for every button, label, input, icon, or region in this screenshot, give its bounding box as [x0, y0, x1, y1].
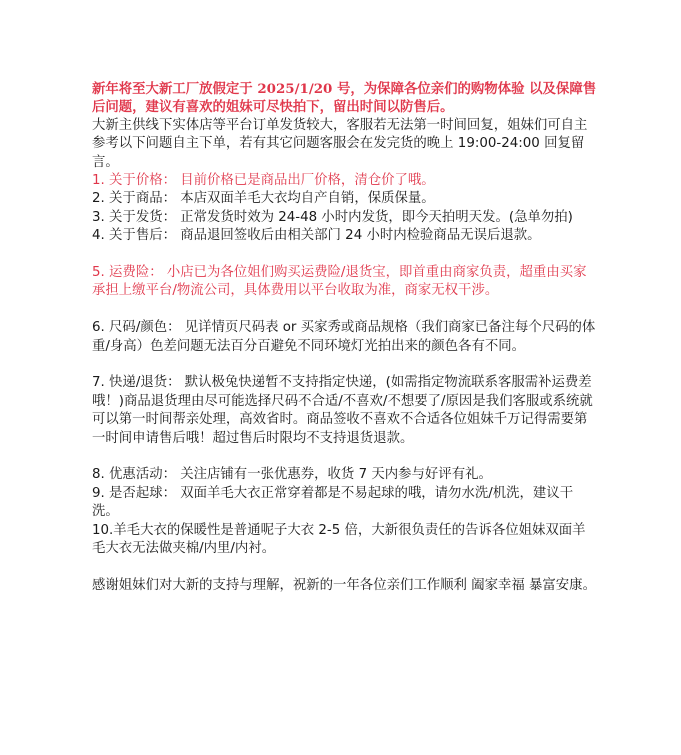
item-size: 6. 尺码/颜色： 见详情页尺码表 or 买家秀或商品规格（我们商家已备注每个尺码的体重/身高）色差问题无法百分百避免不同环境灯光拍出来的颜色各有不同。 — [92, 320, 596, 354]
item-insurance: 5. 运费险： 小店已为各位姐们购买运费险/退货宝，即首重由商家负责，超重由买家承担上缴平台/物流公司，具体费用以平台收取为准，商家无权干涉。 — [92, 265, 587, 299]
intro: 大新主供线下实体店等平台订单发货较大，客服若无法第一时间回复，姐妹们可自主参考以下问题自主下单，若有其它问题客服会在发完货的晚上 19:00-24:00 回复留言。 — [92, 117, 588, 170]
spacer — [92, 246, 597, 264]
item-product: 2. 关于商品： 本店双面羊毛大衣均自产自销，保质保量。 — [92, 191, 435, 207]
store-notice — [92, 80, 597, 595]
item-shipping: 3. 关于发货： 正常发货时效为 24-48 小时内发货，即今天拍明天发。(急单勿拍) — [92, 209, 573, 225]
item-promo: 8. 优惠活动： 关注店铺有一张优惠券，收货 7 天内参与好评有礼。 — [92, 467, 492, 483]
item-aftersale: 4. 关于售后： 商品退回签收后由相关部门 24 小时内检验商品无误后退款。 — [92, 228, 541, 244]
spacer — [92, 559, 597, 577]
item-warmth: 10.羊毛大衣的保暖性是普通呢子大衣 2-5 倍，大新很负责任的告诉各位姐妹双面羊毛大衣无法做夹棉/内里/内衬。 — [92, 522, 586, 557]
item-price: 1. 关于价格： 目前价格已是商品出厂价格，清仓价了哦。 — [92, 173, 435, 189]
spacer — [92, 356, 597, 374]
closing: 感谢姐妹们对大新的支持与理解，祝新的一年各位亲们工作顺利 阖家幸福 暴富安康。 — [92, 577, 596, 593]
item-pilling: 9. 是否起球： 双面羊毛大衣正常穿着都是不易起球的哦，请勿水洗/机洗，建议干洗。 — [92, 485, 574, 520]
spacer — [92, 448, 597, 466]
item-delivery: 7. 快递/退货： 默认极兔快递暂不支持指定快递，(如需指定物流联系客服需补运费差哦！)商品退货理由尽可能选择尺码不合适/不喜欢/不想要了/原因是我们客服或系统就可以第一时间帮亲处理，高效省时。商品签收不喜欢不合适各位姐妹千万记得需要第一时间申请售后哦！超过售后时限均不支持退货退款。 — [92, 375, 593, 446]
spacer — [92, 301, 597, 319]
headline: 新年将至大新工厂放假定于 2025/1/20 号，为保障各位亲们的购物体验 以及保障售后问题，建议有喜欢的姐妹可尽快拍下，留出时间以防售后。 — [92, 81, 597, 116]
